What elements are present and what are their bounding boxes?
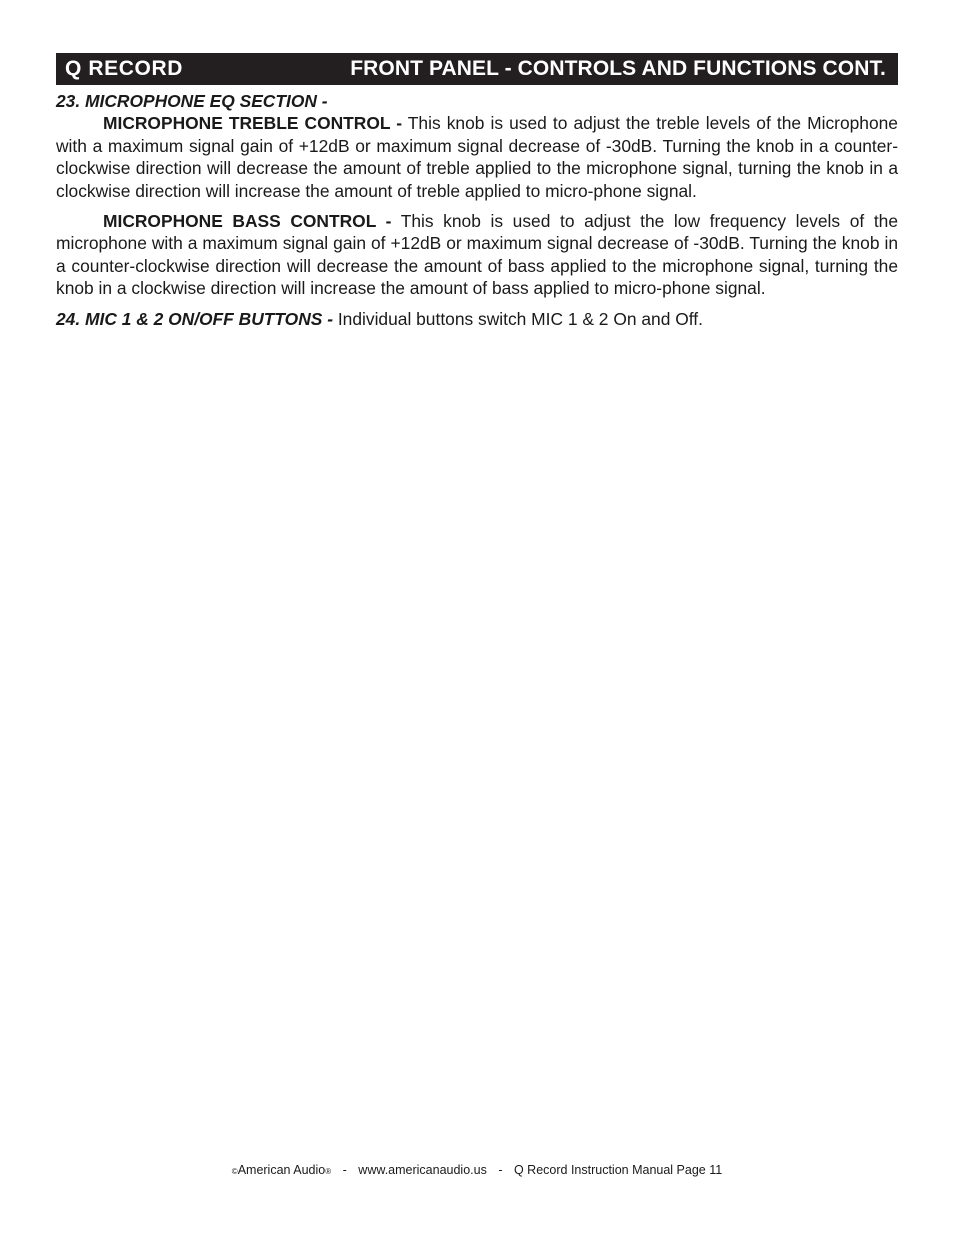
page-header-bar [56, 53, 898, 85]
treble-control-text: This knob is used to adjust the treble levels of the Microphone with a maximum signal gain of +12dB or maximum signal decrease of -30dB. Turning the knob in a counter-clockwise direction will decrease the amount of treble applied to the microphone signal, turning the knob in a clockwise direction will increase the amount of treble applied to micro-phone signal. [56, 113, 898, 201]
product-title: Q RECORD [65, 57, 183, 80]
copyright-symbol: © [231, 1167, 238, 1176]
footer-website: www.americanaudio.us [358, 1163, 487, 1177]
section-24-text: Individual buttons switch MIC 1 & 2 On and Off. [333, 308, 703, 329]
bass-control-paragraph [56, 210, 898, 300]
registered-symbol: ® [325, 1167, 332, 1176]
section-24-paragraph [56, 308, 898, 330]
section-23-heading: 23. MICROPHONE EQ SECTION - [56, 91, 328, 111]
treble-control-lead: MICROPHONE TREBLE CONTROL - [103, 113, 403, 134]
bass-control-text: This knob is used to adjust the low frequency levels of the microphone with a maximum signal gain of +12dB or maximum signal decrease of -30dB. Turning the knob in a counter-clockwise direction will decrease the amount of bass applied to the microphone signal, turning the knob in a clockwise direction will increase the amount of bass applied to micro-phone signal. [56, 211, 898, 299]
page-content [56, 90, 898, 330]
page-footer [0, 1163, 954, 1177]
section-title: FRONT PANEL - CONTROLS AND FUNCTIONS CONT. [350, 57, 886, 80]
section-24-lead: 24. MIC 1 & 2 ON/OFF BUTTONS - [56, 308, 333, 329]
treble-control-paragraph [56, 112, 898, 202]
footer-separator: - [498, 1163, 503, 1177]
footer-brand: American Audio [237, 1163, 326, 1177]
footer-manual-page: Q Record Instruction Manual Page 11 [513, 1163, 723, 1177]
bass-control-lead: MICROPHONE BASS CONTROL - [103, 211, 392, 232]
footer-separator: - [342, 1163, 347, 1177]
